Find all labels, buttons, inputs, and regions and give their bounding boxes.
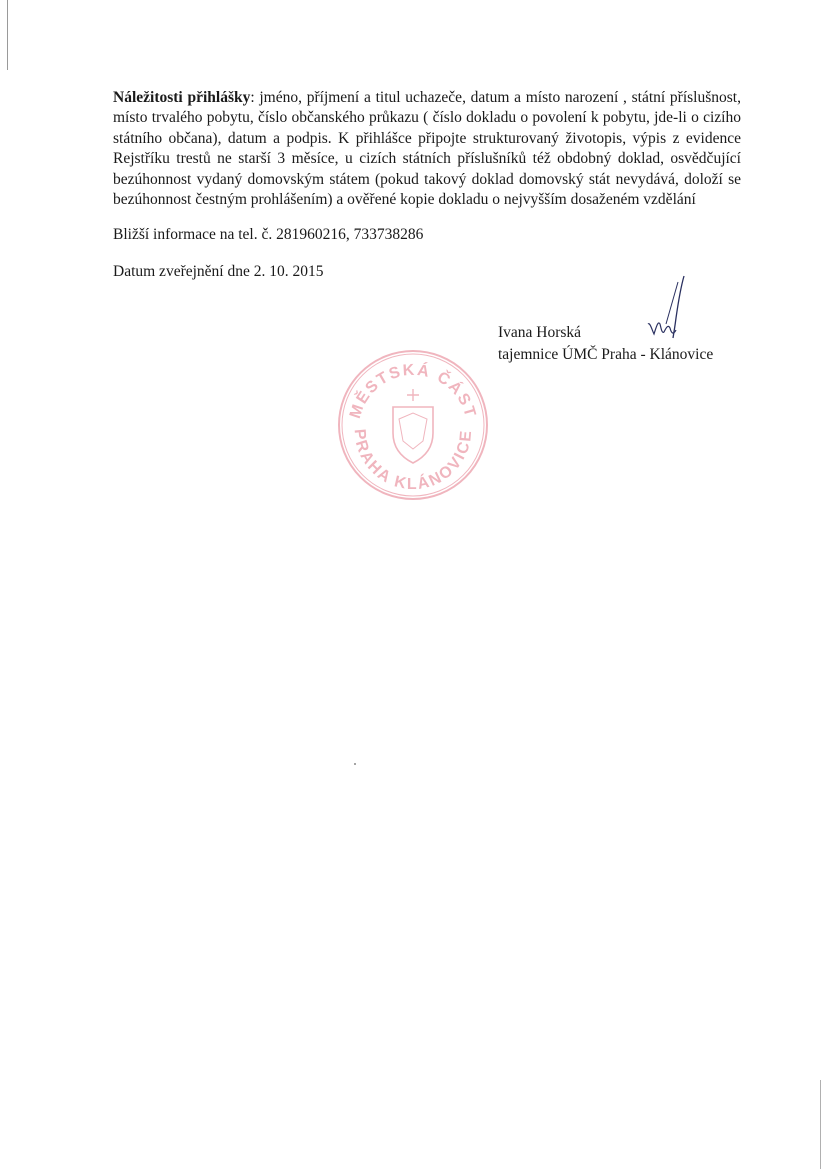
scan-edge-left bbox=[7, 0, 8, 70]
publication-date: Datum zveřejnění dne 2. 10. 2015 bbox=[113, 263, 324, 280]
signatory-name: Ivana Horská bbox=[498, 324, 582, 341]
contact-info: Bližší informace na tel. č. 281960216, 733738286 bbox=[113, 226, 424, 243]
requirements-text: : jméno, příjmení a titul uchazeče, datum a místo narození , státní příslušnost, místo trvalého pobytu, číslo občanského průkazu ( číslo dokladu o povolení k pobytu, jde-li o cizího státního občana), datum a podpis. K přihlášce připojte strukturovaný životopis, výpis z evidence Rejstříku trestů ne starší 3 měsíce, u cizích státních příslušníků též obdobný doklad, osvědčující bezúhonnost vydaný domovským státem (pokud takový doklad domovský stát nevydává, doloží se bezúhonnost čestným prohlášením) a ověřené kopie dokladu o nejvyšším dosaženém vzdělání bbox=[113, 89, 741, 209]
stamp-bottom-text: PRAHA KLÁNOVICE bbox=[350, 428, 476, 494]
scan-edge-right bbox=[820, 1080, 821, 1169]
requirements-label: Náležitosti přihlášky bbox=[113, 89, 251, 106]
signatory-title: tajemnice ÚMČ Praha - Klánovice bbox=[498, 346, 714, 363]
scan-speck bbox=[354, 763, 356, 765]
official-stamp bbox=[333, 345, 493, 505]
requirements-paragraph bbox=[113, 88, 741, 210]
stamp-top-text: MĚSTSKÁ ČÁST bbox=[346, 361, 479, 421]
coat-of-arms-icon bbox=[393, 389, 433, 463]
handwritten-signature bbox=[640, 272, 690, 347]
